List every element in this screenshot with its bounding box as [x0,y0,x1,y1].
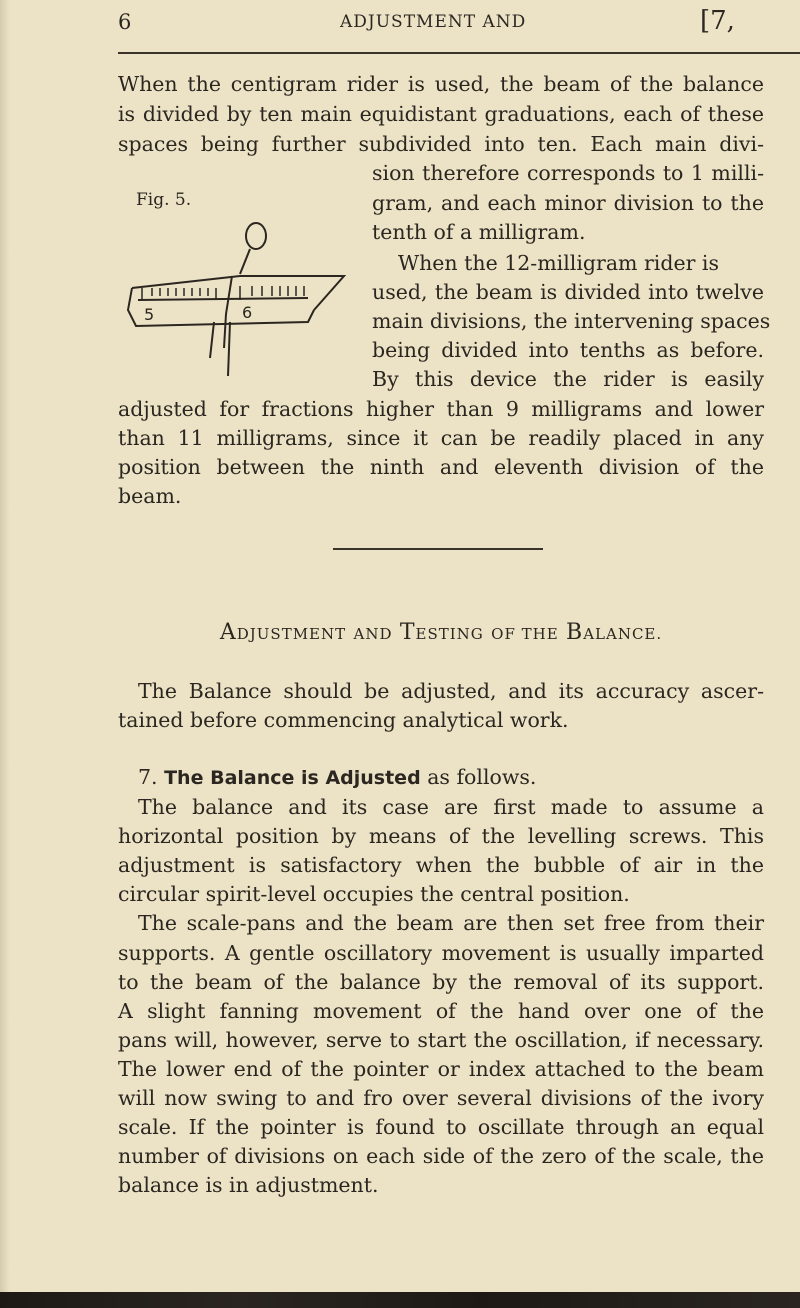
text-line: The balance and its case are first made to assume a [138,795,764,819]
page-number: 6 [118,10,132,34]
running-title: ADJUSTMENT AND [340,12,527,32]
text-line: The scale-pans and the beam are then set free from their [138,911,764,935]
text-line: The lower end of the pointer or index attached to the beam [118,1057,764,1081]
scale-number-left: 5 [144,305,155,324]
figure-rider-scale [118,218,370,388]
text-line: used, the beam is divided into twelve [372,280,764,304]
rider-hook [224,276,232,348]
scan-bottom-edge [0,1292,800,1308]
text-line: When the centigram rider is used, the beam of the balance [118,72,764,96]
section-divider [333,548,543,550]
header-right-mark: [7, [700,6,735,36]
scale-number-right: 6 [242,303,253,322]
text-line: tained before commencing analytical work. [118,708,569,732]
header-rule [118,52,800,54]
text-line: adjusted for fractions higher than 9 milligrams and lower [118,397,764,421]
text-line: tenth of a milligram. [372,220,586,244]
text-line: number of divisions on each side of the zero of the scale, the [118,1144,764,1168]
text-line: When the 12-milligram rider is [398,251,719,275]
text-line: will now swing to and fro over several divisions of the ivory [118,1086,764,1110]
text-line: position between the ninth and eleventh division of the [118,455,764,479]
beam-top-edge [132,276,344,310]
text-line: beam. [118,484,182,508]
text-line: horizontal position by means of the levelling screws. This [118,824,764,848]
text-line: circular spirit-level occupies the central position. [118,882,630,906]
text-line: By this device the rider is easily [372,367,764,391]
text-line: The Balance should be adjusted, and its accuracy ascer- [138,679,764,703]
text-line: than 11 milligrams, since it can be readily placed in any [118,426,764,450]
text-line: is divided by ten main equidistant graduations, each of these [118,102,764,126]
page-edge-shadow [0,0,10,1308]
rider-ring [246,223,266,249]
text-line: spaces being further subdivided into ten. Each main divi- [118,132,764,156]
text-line: supports. A gentle oscillatory movement is usually imparted [118,941,764,965]
section-heading: ADJUSTMENT AND TESTING OF THE BALANCE. [219,620,663,645]
text-line: balance is in adjustment. [118,1173,379,1197]
figure-label: Fig. 5. [136,190,192,210]
text-line: to the beam of the balance by the removal of its support. [118,970,764,994]
text-line: pans will, however, serve to start the oscillation, if necessary. [118,1028,764,1052]
numbered-subheading: 7. The Balance is Adjusted as follows. [138,765,537,789]
text-line: gram, and each minor division to the [372,191,764,215]
text-line: A slight fanning movement of the hand over one of the [118,999,764,1023]
text-line: being divided into tenths as before. [372,338,764,362]
text-line: scale. If the pointer is found to oscillate through an equal [118,1115,764,1139]
rider-wire [240,249,250,274]
text-line: adjustment is satisfactory when the bubble of air in the [118,853,764,877]
text-line: sion therefore corresponds to 1 milli- [372,161,764,185]
text-line: main divisions, the intervening spaces [372,309,771,333]
